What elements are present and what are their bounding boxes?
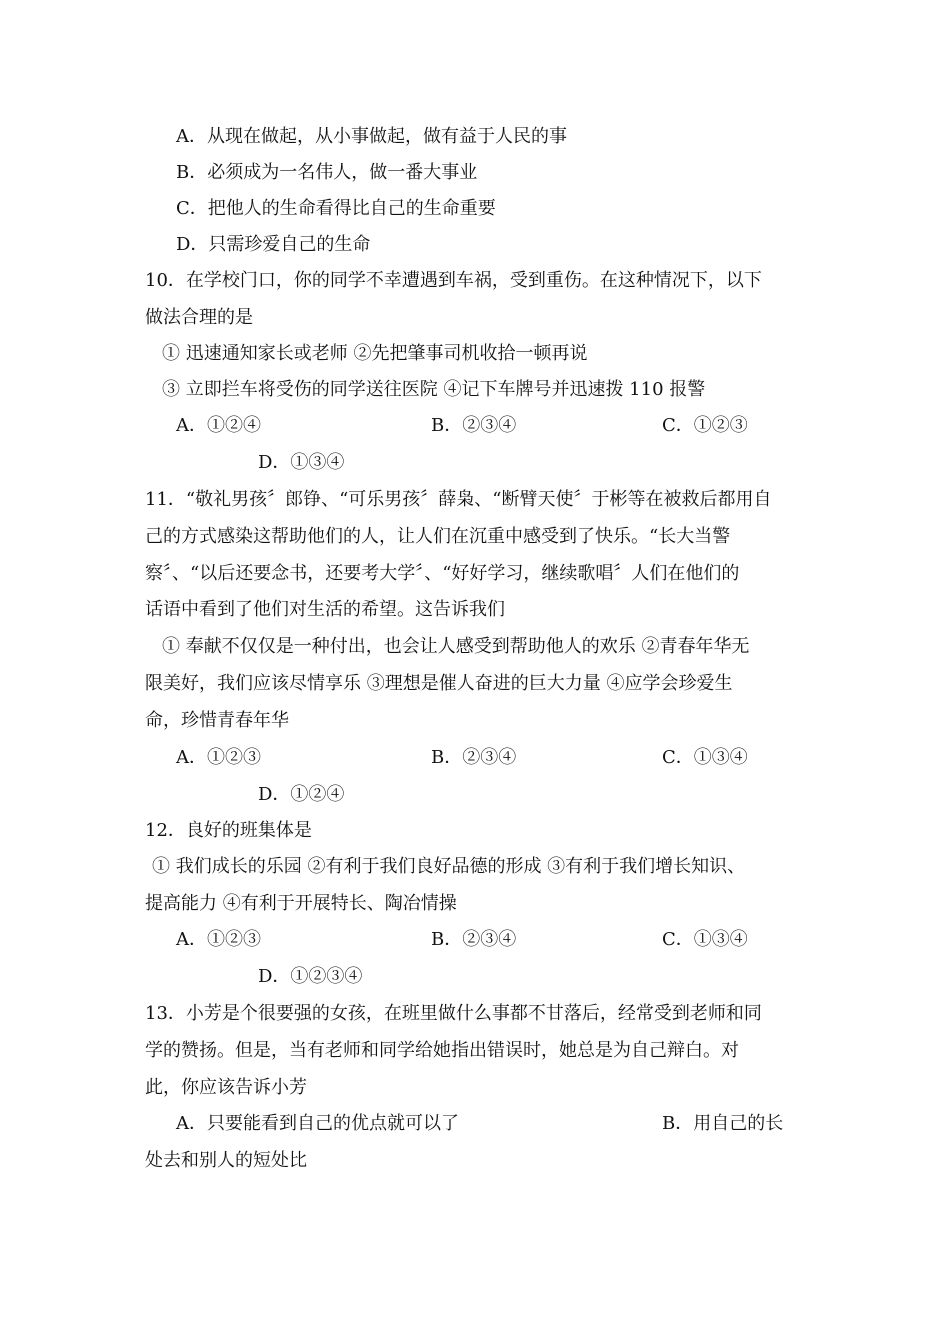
q11-stem-line-3: 察〞、“以后还要念书，还要考大学〞、“好好学习，继续歌唱〞人们在他们的 (145, 563, 740, 584)
q12-option-b: B．②③④ (431, 929, 517, 950)
q12-option-d: D．①②③④ (258, 966, 363, 987)
q10-statements-line-2: ③ 立即拦车将受伤的同学送往医院 ④记下车牌号并迅速拨 110 报警 (162, 379, 706, 400)
q12-option-c: C．①③④ (662, 929, 748, 950)
q9-option-c: C．把他人的生命看得比自己的生命重要 (176, 198, 496, 219)
q12-stem-line-1: 12．良好的班集体是 (145, 820, 312, 841)
q11-statements-line-1: ① 奉献不仅仅是一种付出，也会让人感受到帮助他人的欢乐 ②青春年华无 (162, 636, 750, 657)
q13-option-b-continuation: 处去和别人的短处比 (145, 1150, 307, 1171)
q11-option-b: B．②③④ (431, 747, 517, 768)
q11-option-d: D．①②④ (258, 784, 345, 805)
q12-statements-line-1: ① 我们成长的乐园 ②有利于我们良好品德的形成 ③有利于我们增长知识、 (152, 856, 746, 877)
q11-stem-line-1: 11．“敬礼男孩〞郎铮、“可乐男孩〞薛枭、“断臂天使〞于彬等在被救后都用自 (145, 489, 772, 510)
q11-statements-line-2: 限美好，我们应该尽情享乐 ③理想是催人奋进的巨大力量 ④应学会珍爱生 (145, 673, 733, 694)
q9-option-b: B．必须成为一名伟人，做一番大事业 (176, 162, 478, 183)
q13-stem-line-3: 此，你应该告诉小芳 (145, 1077, 307, 1098)
q11-option-a: A．①②③ (176, 747, 261, 768)
q10-option-a: A．①②④ (176, 415, 261, 436)
q11-statements-line-3: 命，珍惜青春年华 (145, 710, 289, 731)
q11-stem-line-2: 己的方式感染这帮助他们的人，让人们在沉重中感受到了快乐。“长大当警 (145, 526, 731, 547)
q11-option-c: C．①③④ (662, 747, 748, 768)
q13-option-b: B．用自己的长 (662, 1113, 784, 1134)
q13-stem-line-1: 13．小芳是个很要强的女孩，在班里做什么事都不甘落后，经常受到老师和同 (145, 1003, 762, 1024)
q10-stem-line-2: 做法合理的是 (145, 307, 253, 328)
q10-option-b: B．②③④ (431, 415, 517, 436)
q11-stem-line-4: 话语中看到了他们对生活的希望。这告诉我们 (145, 599, 505, 620)
q10-option-d: D．①③④ (258, 452, 345, 473)
q12-statements-line-2: 提高能力 ④有利于开展特长、陶冶情操 (145, 893, 457, 914)
q9-option-d: D．只需珍爱自己的生命 (176, 234, 371, 255)
q12-option-a: A．①②③ (176, 929, 261, 950)
q10-stem-line-1: 10．在学校门口，你的同学不幸遭遇到车祸，受到重伤。在这种情况下，以下 (145, 270, 762, 291)
q13-option-a: A．只要能看到自己的优点就可以了 (176, 1113, 459, 1134)
q13-stem-line-2: 学的赞扬。但是，当有老师和同学给她指出错误时，她总是为自己辩白。对 (145, 1040, 739, 1061)
q10-option-c: C．①②③ (662, 415, 748, 436)
q9-option-a: A．从现在做起，从小事做起，做有益于人民的事 (176, 126, 567, 147)
q10-statements-line-1: ① 迅速通知家长或老师 ②先把肇事司机收拾一顿再说 (162, 343, 588, 364)
